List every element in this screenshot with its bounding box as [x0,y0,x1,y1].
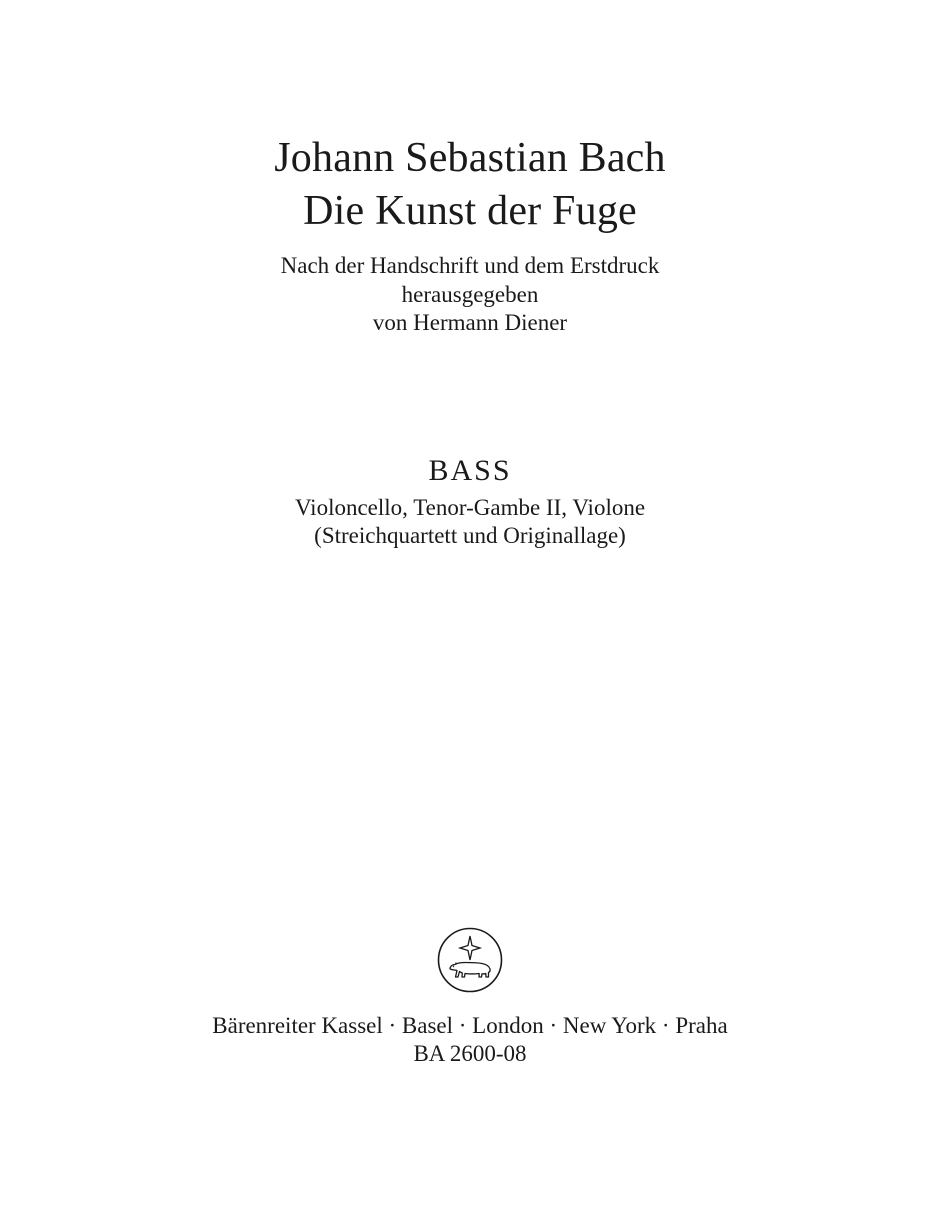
publisher-cities: Bärenreiter Kassel · Basel · London · New York · Praha [212,1013,728,1038]
baerenreiter-bear-star-icon [437,927,503,993]
composer-name: Johann Sebastian Bach [274,135,666,181]
part-name: BASS [428,454,512,487]
edition-published: herausgegeben [401,282,539,307]
part-instruments: Violoncello, Tenor-Gambe II, Violone [294,495,646,520]
edition-source: Nach der Handschrift und dem Erstdruck [280,253,660,278]
part-note: (Streichquartett und Originallage) [314,523,626,548]
edition-editor: von Hermann Diener [372,310,568,335]
work-title: Die Kunst der Fuge [303,188,637,234]
catalog-number: BA 2600-08 [413,1041,527,1066]
